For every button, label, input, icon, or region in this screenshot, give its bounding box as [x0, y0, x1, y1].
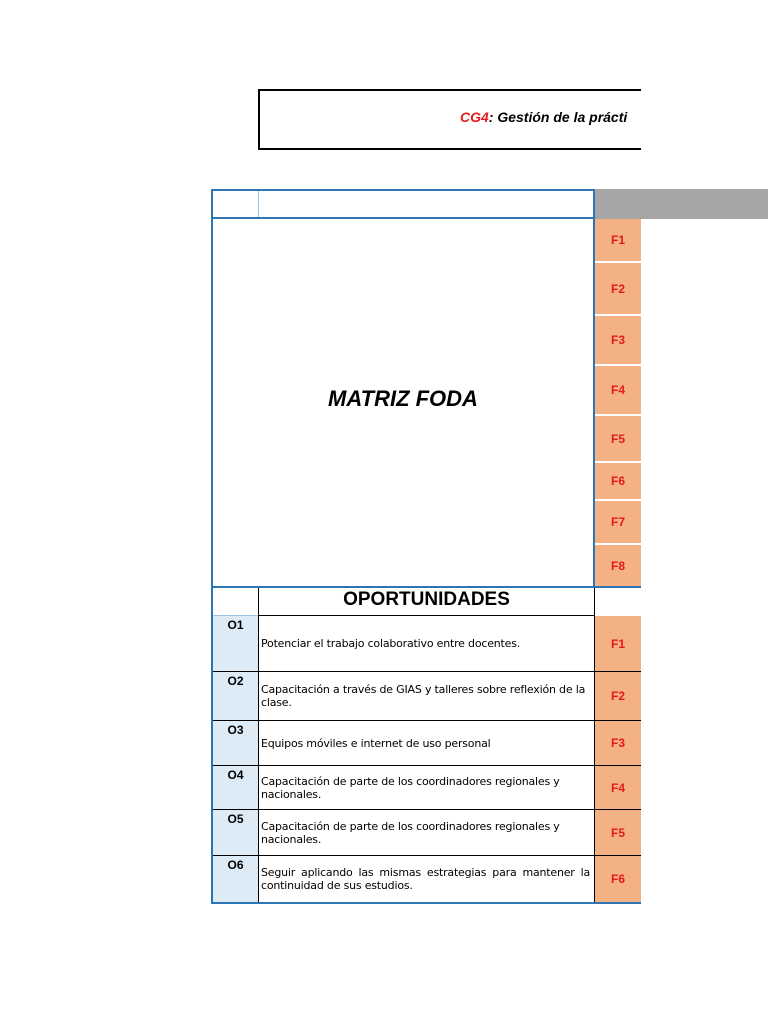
opportunity-text: Equipos móviles e internet de uso personal	[261, 736, 491, 750]
strength-cell: F6	[595, 463, 641, 499]
strength-cell: F5	[595, 416, 641, 461]
opportunity-text: Capacitación a través de GIAS y talleres sobre reflexión de la clase.	[261, 683, 586, 709]
strength-cell: F1	[595, 616, 641, 671]
opportunity-code: O4	[213, 766, 258, 809]
strength-cell: F2	[595, 263, 641, 314]
opportunity-text: Potenciar el trabajo colaborativo entre docentes.	[261, 637, 521, 650]
strength-cell: F4	[595, 366, 641, 414]
strength-cell: F5	[595, 810, 641, 855]
opportunity-code: O1	[213, 616, 258, 671]
opportunity-text: Capacitación de parte de los coordinadores regionales y nacionales.	[261, 774, 560, 801]
grid-line	[211, 586, 641, 588]
strength-cell: F3	[595, 721, 641, 765]
opportunity-text: Capacitación de parte de los coordinadores regionales y nacionales.	[261, 819, 560, 846]
opportunity-text: Seguir aplicando las mismas estrategias para mantener la continuidad de sus estudios.	[261, 866, 590, 892]
grid-line	[258, 191, 259, 217]
strength-cell: F6	[595, 856, 641, 902]
strength-cell: F2	[595, 672, 641, 720]
opportunity-code: O2	[213, 672, 258, 720]
opportunity-code: O5	[213, 810, 258, 855]
grid-line	[211, 902, 641, 904]
strength-cell: F4	[595, 766, 641, 809]
strength-cell: F3	[595, 316, 641, 364]
strength-cell: F1	[595, 219, 641, 261]
opportunities-title: OPORTUNIDADES	[343, 589, 510, 610]
title-rest: : Gestión de la prácti	[488, 109, 628, 125]
opportunity-code: O3	[213, 721, 258, 765]
matrix-title: MATRIZ FODA	[328, 386, 478, 411]
grid-line	[211, 189, 595, 191]
title-code: CG4	[460, 109, 489, 125]
strength-cell: F7	[595, 501, 641, 543]
opportunity-code: O6	[213, 856, 258, 902]
strength-cell: F8	[595, 545, 641, 586]
grid-line	[211, 217, 595, 219]
